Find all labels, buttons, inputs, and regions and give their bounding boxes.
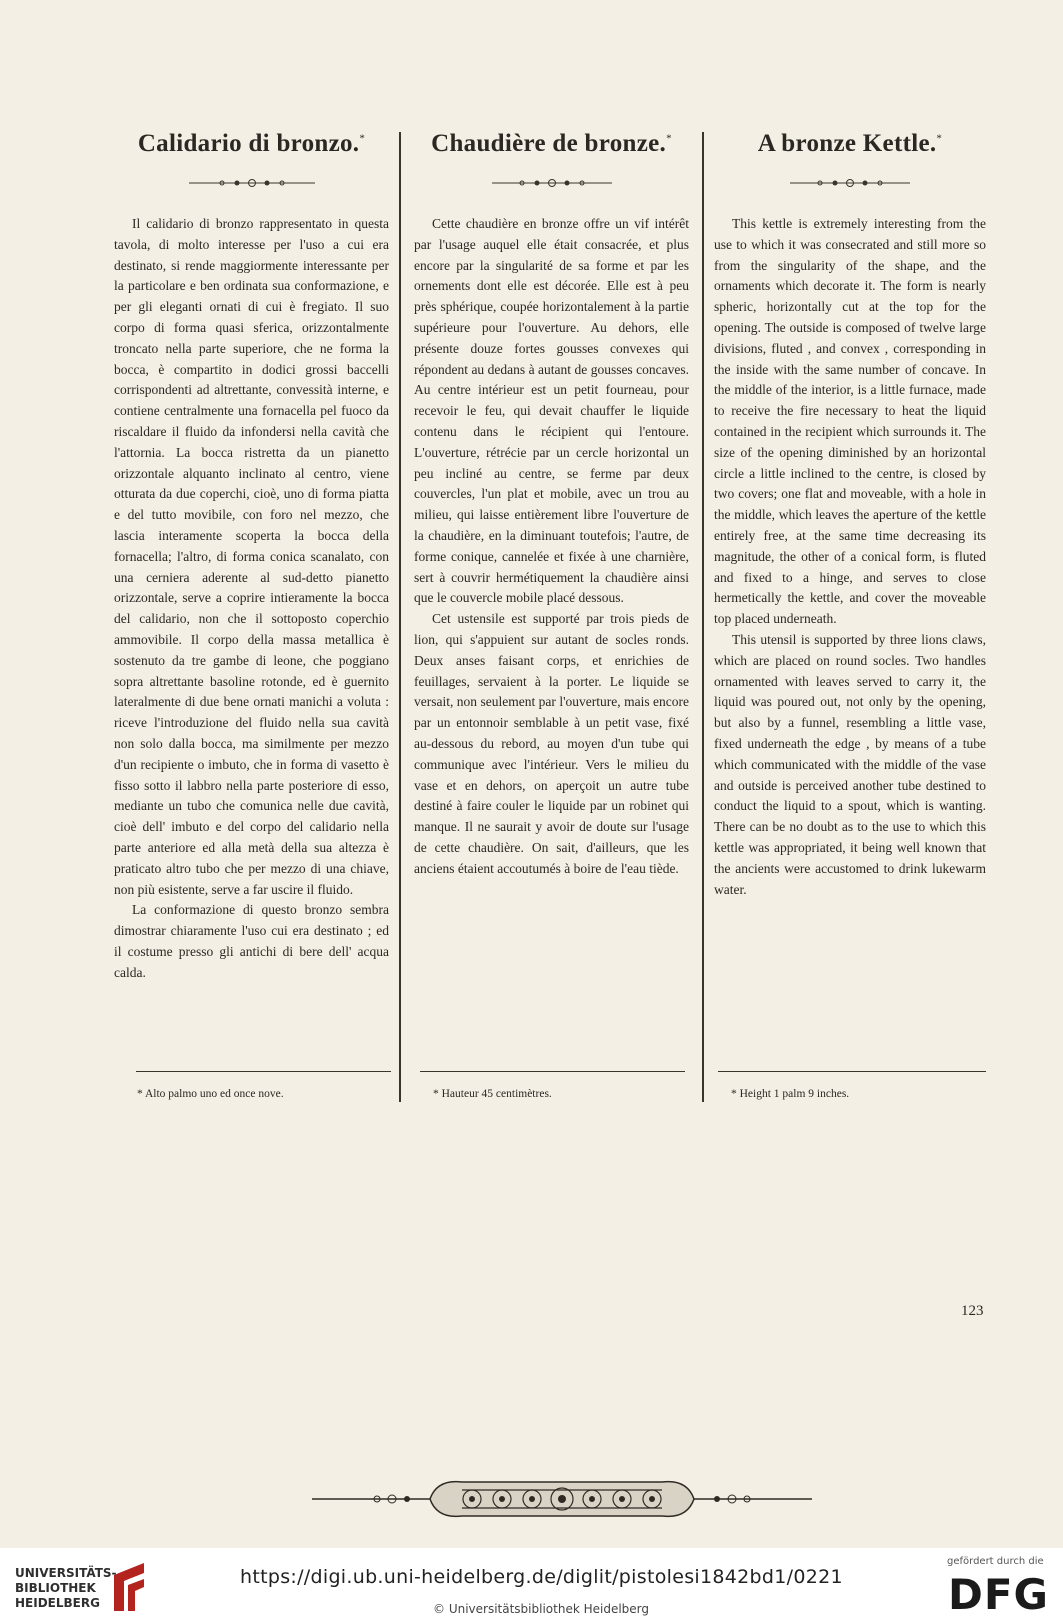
viewer-footer xyxy=(0,1548,1063,1624)
copyright-text: © Universitätsbibliothek Heidelberg xyxy=(433,1602,650,1616)
library-name: UNIVERSITÄTS- BIBLIOTHEK HEIDELBERG xyxy=(15,1566,117,1610)
footnote-french: * Hauteur 45 centimètres. xyxy=(433,1088,552,1100)
footnote-rule xyxy=(136,1071,391,1072)
title-english: A bronze Kettle.* xyxy=(757,130,943,157)
document-url-link[interactable]: https://digi.ub.uni-heidelberg.de/diglit/pistolesi1842bd1/0221 xyxy=(240,1566,843,1588)
title-ornament-icon xyxy=(788,178,912,188)
paragraph: Cette chaudière en bronze offre un vif intérêt par l'usage auquel elle était consacrée, et plus encore par la singularité de sa forme et par les ornements dont elle est décorée. Elle est à peu près sphérique, coupée horizontalement à la partie supérieure pour l'ouverture. Au dehors, elle présente douze fortes gousses convexes qui répondent au dedans à autant de gousses concaves. Au centre intérieur est un petit fourneau, pour recevoir le feu, qui devait chauffer le liquide contenu dans le récipient qui l'entoure. L'ouverture, rétrécie par un cercle horizontal un peu incliné au centre, se ferme par deux couvercles, l'un plat et mobile, avec un trou au milieu, qui laisse entièrement libre l'ouverture de la chaudière, en la diminuant toutefois; l'autre, de forme conique, cannelée et fixée à une charnière, sert à couvrir hermétiquement la chaudière ainsi que le couvercle mobile placé dessous. xyxy=(414,216,689,606)
column-english xyxy=(714,118,986,900)
title-french: Chaudière de bronze.* xyxy=(431,130,672,157)
library-logo-icon xyxy=(108,1561,150,1613)
column-divider xyxy=(702,132,704,1102)
body-french xyxy=(414,214,689,880)
paragraph: La conformazione di questo bronzo sembra dimostrar chiaramente l'uso cui era destinato ; ed il costume presso gli antichi di bere dell' acqua calda. xyxy=(114,902,389,980)
paragraph: This kettle is extremely interesting from the use to which it was consecrated and still more so from the singularity of the shape, and the ornaments which decorate it. The form is nearly spheric, horizontally cut at the top for the opening. The outside is composed of twelve large divisions, fluted , and convex , corresponding in the inside with the same number of concave. In the middle of the interior, is a little furnace, made to receive the fire necessary to heat the liquid contained in the recipient which surrounds it. The size of the opening diminished by an horizontal circle a little inclined to the centre, is closed by two covers; one flat and moveable, with a hole in the middle, which leaves the aperture of the kettle entirely free, at the same time decreasing its magnitude, the other of a conical form, is fluted and fixed to a hinge, and serves to close hermetically the kettle, and cover the moveable top placed underneath. xyxy=(714,216,986,627)
title-italian: Calidario di bronzo.* xyxy=(137,130,366,157)
footnote-english: * Height 1 palm 9 inches. xyxy=(731,1088,850,1100)
title-ornament-icon xyxy=(187,178,317,188)
body-english xyxy=(714,214,986,900)
column-italian xyxy=(114,118,389,983)
title-ornament-icon xyxy=(490,178,614,188)
column-french xyxy=(414,118,689,880)
footnote-italian: * Alto palmo uno ed once nove. xyxy=(137,1088,284,1100)
paragraph: This utensil is supported by three lions claws, which are placed on round socles. Two handles ornamented with leaves served to carry it, the liquid was poured out, not only by the opening, but also by a funnel, resembling a little vase, fixed underneath the edge , by means of a tube which communicated with the middle of the vase and outside is perceived another tube destined to conduct the liquid to a spout, which is wanting. There can be no doubt as to the use to which this kettle was appropriated, it being well known that the ancients were accustomed to drink lukewarm water. xyxy=(714,631,986,897)
page-number: 123 xyxy=(961,1303,984,1319)
footnote-rule xyxy=(718,1071,986,1072)
body-italian xyxy=(114,214,389,983)
decorative-ornament-icon xyxy=(312,1476,812,1522)
paragraph: Cet ustensile est supporté par trois pieds de lion, qui s'appuient sur autant de socles ronds. Deux anses faisant corps, et enrichies de feuillages, servaient à la porter. Le liquide se versait, non seulement par l'ouverture, mais encore par un entonnoir semblable à un petit vase, fixé au-dessous du rebord, au moyen d'un tube qui communique avec l'intérieur. Vers le milieu du vase et en dehors, on aperçoit un autre tube destiné à faire couler le liquide par un robinet qui manque. Il ne saurait y avoir de doute sur l'usage de cette chaudière. On sait, d'ailleurs, que les anciens étaient accoutumés à boire de l'eau tiède. xyxy=(414,611,689,876)
dfg-logo: DFG xyxy=(948,1570,1050,1619)
footnote-rule xyxy=(420,1071,685,1072)
column-divider xyxy=(399,132,401,1102)
funded-by-text: gefördert durch die xyxy=(947,1556,1044,1567)
paragraph: Il calidario di bronzo rappresentato in questa tavola, di molto interesse per l'uso a cui era destinato, si rende maggiormente interessante per la particolare e ben ordinata sua conformazione, e per gli eleganti ornati di cui è fregiato. Il suo corpo di forma quasi sferica, orizzontalmente troncato nella parte superiore, che ne forma la bocca, è compartito in dodici grossi baccelli corrispondenti ad altrettante, convessità interne, e contiene centralmente una fornacella pel fuoco da riscaldare il fluido da infondersi nella cavità che l'attornia. La bocca ristretta da un pianetto orizzontale alquanto inclinato al centro, viene otturata da due coperchi, cioè, uno di forma piatta e del tutto movibile, con foro nel mezzo, che lascia interamente scoperta la bocca della fornacella; l'altro, di forma conica scanalato, con una cerniera aderente al sud-detto pianetto orizzontale, serve a coprire intieramente la bocca del calidario, non che il sottoposto coperchio ammovibile. Il corpo della massa metallica è sostenuto da tre gambe di leone, che poggiano sopra altrettante basoline rotonde, ed è guernito lateralmente di due bene ornati manichi a voluta : riceve l'introduzione del fluido nella sua cavità non solo dalla bocca, ma similmente per mezzo d'un recipiente o imbuto, che in forma di vasetto è fisso sotto il labbro nella parte posteriore di esso, mediante un tubo che comunica nelle due cavità, cioè dell' imbuto e del corpo del calidario nella parte anteriore ed alla metà della sua altezza è praticato altro tubo che per mezzo di una chiave, non più esistente, serve a far uscire il fluido. xyxy=(114,216,389,897)
